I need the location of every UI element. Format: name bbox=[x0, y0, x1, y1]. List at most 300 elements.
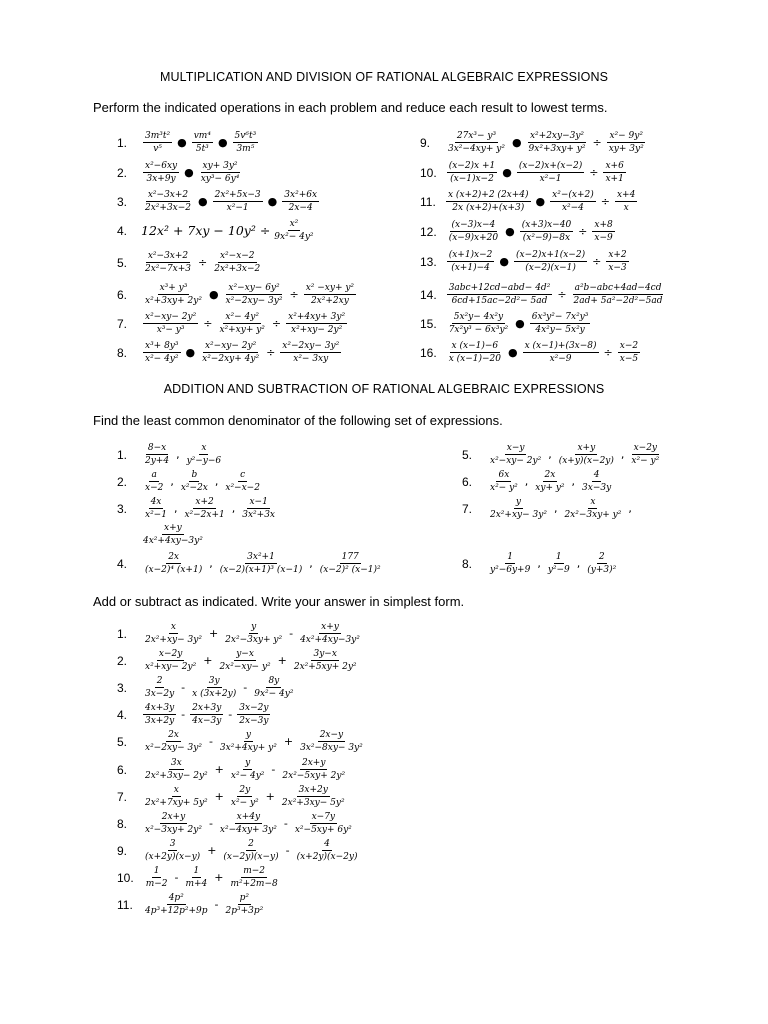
numerator: 3x+2y bbox=[297, 785, 330, 797]
problem-number: 6. bbox=[462, 474, 473, 489]
fraction bbox=[218, 552, 305, 576]
fraction bbox=[143, 341, 181, 365]
numerator: x³+ y³ bbox=[158, 283, 190, 295]
s1-problem-7 bbox=[117, 312, 349, 336]
minus-operator: - bbox=[174, 871, 179, 885]
fraction bbox=[286, 312, 347, 336]
denominator: 2x (x+2)+(x+3) bbox=[452, 203, 525, 214]
s2-problem-4 bbox=[117, 552, 385, 576]
fraction bbox=[143, 703, 176, 727]
numerator: c bbox=[238, 470, 247, 482]
denominator: 9x²+3xy+ y² bbox=[528, 144, 586, 155]
denominator: x²− y² bbox=[230, 798, 259, 809]
s2-problem-3 bbox=[117, 497, 279, 521]
fraction bbox=[533, 470, 566, 494]
minus-operator: - bbox=[243, 681, 248, 695]
s3-problem-8 bbox=[117, 812, 356, 836]
denominator: (y+3)² bbox=[587, 565, 617, 576]
numerator: x bbox=[199, 443, 208, 455]
denominator: (x−2)² (x−1)² bbox=[319, 565, 381, 576]
fraction bbox=[292, 649, 359, 673]
denominator: (x²−9)−8x bbox=[522, 233, 571, 244]
fraction bbox=[572, 283, 665, 307]
numerator: x² bbox=[288, 219, 301, 231]
s3-problem-7 bbox=[117, 785, 349, 809]
numerator: x+4y bbox=[235, 812, 262, 824]
denominator: x²− 3xy bbox=[293, 354, 329, 365]
divide-operator: ÷ bbox=[198, 256, 208, 270]
problem-number: 15. bbox=[420, 316, 437, 331]
fraction bbox=[192, 131, 213, 155]
minus-operator: - bbox=[271, 763, 276, 777]
numerator: 5v⁶t³ bbox=[233, 131, 259, 143]
s1-problem-4 bbox=[117, 219, 318, 243]
denominator: 3x−2y bbox=[145, 689, 175, 700]
numerator: y−x bbox=[234, 649, 256, 661]
fraction bbox=[143, 251, 193, 275]
numerator: 3y bbox=[207, 676, 222, 688]
problem-number: 7. bbox=[117, 316, 128, 331]
problem-number: 10. bbox=[420, 165, 437, 180]
divide-operator: ÷ bbox=[289, 288, 299, 302]
numerator: y bbox=[249, 622, 258, 634]
s3-problem-11 bbox=[117, 893, 267, 917]
fraction bbox=[190, 703, 223, 727]
numerator: x+4 bbox=[615, 190, 637, 202]
denominator: x²−3xy+ 2y² bbox=[145, 825, 202, 836]
numerator: 2 bbox=[246, 839, 256, 851]
numerator: 3abc+12cd−abd− 4d² bbox=[447, 283, 553, 295]
numerator: 3x²+6x bbox=[282, 190, 319, 202]
s1-problem-13 bbox=[420, 250, 631, 274]
fraction bbox=[213, 190, 263, 214]
problem-number: 11. bbox=[117, 897, 133, 912]
numerator: (x−2)x +1 bbox=[447, 161, 498, 173]
fraction bbox=[200, 341, 261, 365]
problem-number: 1. bbox=[117, 626, 128, 641]
fraction bbox=[488, 470, 520, 494]
denominator: 3x²+4xy+ y² bbox=[219, 743, 277, 754]
s1-problem-9 bbox=[420, 131, 648, 155]
s3-problem-5 bbox=[117, 730, 367, 754]
denominator: 2x²−3xy+ y² bbox=[225, 635, 283, 646]
denominator: x²+xy− 2y² bbox=[145, 662, 197, 673]
fraction bbox=[143, 161, 179, 185]
separator: , bbox=[571, 475, 576, 489]
fraction bbox=[143, 893, 210, 917]
s3-problem-1 bbox=[117, 622, 364, 646]
fraction bbox=[447, 250, 495, 274]
s1-problem-16 bbox=[420, 341, 642, 365]
s1-problem-11 bbox=[420, 190, 639, 214]
fraction bbox=[615, 190, 637, 214]
fraction bbox=[527, 131, 588, 155]
denominator: (x−2y)(x−y) bbox=[223, 852, 279, 863]
denominator: x²−2xy− 3y² bbox=[225, 296, 283, 307]
denominator: 2y+4 bbox=[145, 456, 170, 467]
separator: , bbox=[553, 502, 558, 516]
multiply-operator: ● bbox=[217, 136, 228, 150]
denominator: x−3 bbox=[608, 263, 627, 274]
fraction bbox=[144, 866, 170, 890]
denominator: x²+xy− 2y² bbox=[291, 325, 343, 336]
denominator: x²+xy+ y² bbox=[219, 325, 265, 336]
separator: , bbox=[548, 448, 552, 462]
numerator: 3x²+1 bbox=[245, 552, 277, 564]
s2-problem-2 bbox=[117, 470, 264, 494]
fraction bbox=[272, 219, 315, 243]
denominator: 3x+9y bbox=[146, 174, 176, 185]
fraction bbox=[446, 190, 531, 214]
numerator: x bbox=[588, 497, 597, 509]
denominator: 5t³ bbox=[195, 144, 209, 155]
problem-number: 7. bbox=[117, 789, 128, 804]
denominator: 3x²−4xy+ y² bbox=[448, 144, 505, 155]
denominator: m+4 bbox=[185, 879, 208, 890]
fraction bbox=[447, 341, 503, 365]
numerator: x+y bbox=[575, 443, 597, 455]
s2-problem-8 bbox=[462, 552, 620, 576]
fraction bbox=[580, 470, 613, 494]
multiply-operator: ● bbox=[185, 346, 196, 360]
denominator: 3x−3y bbox=[582, 483, 612, 494]
s1-problem-15 bbox=[420, 312, 592, 336]
fraction bbox=[143, 839, 202, 863]
plus-operator: + bbox=[277, 654, 287, 668]
divide-operator: ÷ bbox=[557, 288, 567, 302]
fraction bbox=[447, 220, 500, 244]
problem-number: 16. bbox=[420, 345, 437, 360]
numerator: 2 bbox=[597, 552, 607, 564]
fraction bbox=[223, 893, 265, 917]
denominator: m²+2m−8 bbox=[230, 879, 278, 890]
fraction bbox=[592, 220, 614, 244]
s1-problem-1 bbox=[117, 131, 260, 155]
denominator: x²−1 bbox=[145, 510, 167, 521]
numerator: 2x bbox=[543, 470, 558, 482]
separator: , bbox=[214, 475, 219, 489]
numerator: 3x bbox=[169, 758, 184, 770]
numerator: x+6 bbox=[603, 161, 625, 173]
s2-problem-5 bbox=[462, 443, 663, 467]
problem-number: 5. bbox=[117, 734, 128, 749]
denominator: 2x²+3xy− 5y² bbox=[281, 798, 345, 809]
denominator: 2x−4 bbox=[288, 203, 313, 214]
numerator: 2x+3y bbox=[190, 703, 223, 715]
denominator: 2p³+3p² bbox=[225, 906, 264, 917]
problem-number: 4. bbox=[117, 556, 128, 571]
fraction bbox=[514, 250, 587, 274]
s1-problem-8 bbox=[117, 341, 343, 365]
denominator: 9x²− 4y² bbox=[254, 689, 294, 700]
fraction bbox=[282, 190, 319, 214]
denominator: x²−2xy− 3y² bbox=[145, 743, 202, 754]
denominator: x²− 4y² bbox=[145, 354, 179, 365]
denominator: m−2 bbox=[145, 879, 168, 890]
denominator: (x−2)⁴ (x+1) bbox=[145, 565, 203, 576]
numerator: x²−xy− 2y² bbox=[143, 312, 198, 324]
fraction bbox=[280, 758, 347, 782]
denominator: x bbox=[623, 203, 629, 214]
fraction bbox=[221, 839, 280, 863]
multiply-operator: ● bbox=[511, 136, 522, 150]
denominator: 2x²+3x−2 bbox=[214, 264, 261, 275]
denominator: x²−4 bbox=[561, 203, 584, 214]
fraction bbox=[550, 190, 596, 214]
denominator: y²−y−6 bbox=[186, 456, 222, 467]
fraction bbox=[143, 470, 165, 494]
denominator: x (x−1)−20 bbox=[448, 354, 501, 365]
denominator: v⁵ bbox=[153, 144, 162, 155]
fraction bbox=[295, 839, 360, 863]
fraction bbox=[557, 443, 616, 467]
section3-instruction: Add or subtract as indicated. Write your answer in simplest form. bbox=[93, 594, 465, 609]
numerator: 2x+y bbox=[300, 758, 327, 770]
numerator: 177 bbox=[340, 552, 361, 564]
numerator: (x−2)x+(x−2) bbox=[517, 161, 584, 173]
denominator: (x−2)(x+1)³ (x−1) bbox=[219, 565, 303, 576]
fraction bbox=[223, 470, 262, 494]
numerator: y bbox=[243, 758, 252, 770]
numerator: b bbox=[189, 470, 199, 482]
numerator: 3 bbox=[168, 839, 178, 851]
denominator: x²− 4y² bbox=[230, 771, 265, 782]
denominator: x−2 bbox=[145, 483, 164, 494]
s3-problem-3 bbox=[117, 676, 297, 700]
denominator: (x−2)(x−1) bbox=[525, 263, 576, 274]
numerator: 8y bbox=[266, 676, 281, 688]
numerator: 1 bbox=[554, 552, 564, 564]
problem-number: 3. bbox=[117, 501, 128, 516]
fraction bbox=[523, 341, 599, 365]
plus-operator: + bbox=[208, 627, 219, 641]
numerator: 2 bbox=[155, 676, 165, 688]
denominator: x²−1 bbox=[539, 174, 562, 185]
problem-number: 9. bbox=[117, 843, 128, 858]
numerator: x²−(x+2) bbox=[550, 190, 596, 202]
numerator: 4 bbox=[592, 470, 602, 482]
fraction bbox=[280, 785, 347, 809]
numerator: x²− 4y² bbox=[223, 312, 261, 324]
section2-title: ADDITION AND SUBTRACTION OF RATIONAL ALGEBRAIC EXPRESSIONS bbox=[163, 382, 605, 396]
s1-problem-14 bbox=[420, 283, 667, 307]
numerator: 3x−2y bbox=[237, 703, 270, 715]
fraction bbox=[143, 190, 193, 214]
fraction bbox=[304, 283, 356, 307]
multiply-operator: ● bbox=[507, 346, 518, 360]
denominator: x²−xy− 2y² bbox=[490, 456, 542, 467]
denominator: xy³− 6y⁴ bbox=[200, 174, 240, 185]
fraction bbox=[298, 622, 362, 646]
fraction bbox=[603, 161, 625, 185]
minus-operator: - bbox=[208, 735, 213, 749]
separator: , bbox=[576, 557, 581, 571]
numerator: x (x−1)−6 bbox=[450, 341, 501, 353]
numerator: x−7y bbox=[310, 812, 337, 824]
s2-problem-6 bbox=[462, 470, 615, 494]
denominator: 2x−3y bbox=[239, 716, 269, 727]
multiply-operator: ● bbox=[184, 166, 194, 180]
fraction bbox=[143, 676, 176, 700]
fraction bbox=[562, 497, 623, 521]
numerator: 3m³t² bbox=[143, 131, 172, 143]
denominator: 2x²+7xy+ 5y² bbox=[145, 798, 208, 809]
denominator: x−5 bbox=[619, 354, 639, 365]
numerator: 2x bbox=[166, 552, 181, 564]
denominator: x²− y² bbox=[631, 456, 660, 467]
divide-operator: ÷ bbox=[203, 317, 213, 331]
denominator: (x−1)x−2 bbox=[450, 174, 494, 185]
plus-operator: + bbox=[207, 844, 217, 858]
numerator: 2x+y bbox=[160, 812, 187, 824]
fraction bbox=[143, 785, 210, 809]
fraction bbox=[298, 730, 365, 754]
denominator: (x+2y)(x−2y) bbox=[296, 852, 358, 863]
denominator: 2x²+3x−2 bbox=[145, 203, 192, 214]
numerator: a²b−abc+4ad−4cd bbox=[573, 283, 664, 295]
fraction bbox=[179, 470, 210, 494]
fraction bbox=[447, 161, 498, 185]
fraction bbox=[488, 443, 543, 467]
separator: , bbox=[176, 448, 180, 462]
denominator: 2x²−3xy+ y² bbox=[564, 510, 622, 521]
denominator: xy+ y² bbox=[535, 483, 565, 494]
fraction bbox=[143, 758, 210, 782]
denominator: 4p³+12p²+9p bbox=[145, 906, 208, 917]
fraction bbox=[143, 312, 198, 336]
denominator: x²− y² bbox=[490, 483, 518, 494]
multiply-operator: ● bbox=[505, 225, 515, 239]
denominator: 2ad+ 5a²−2d²−5ad bbox=[573, 296, 663, 307]
divide-operator: ÷ bbox=[589, 166, 599, 180]
fraction bbox=[224, 283, 285, 307]
numerator: x+2 bbox=[193, 497, 215, 509]
fraction bbox=[252, 676, 295, 700]
problem-number: 3. bbox=[117, 194, 128, 209]
divide-operator: ÷ bbox=[271, 317, 282, 331]
fraction bbox=[190, 676, 238, 700]
s3-problem-6 bbox=[117, 758, 349, 782]
denominator: x²−2x+1 bbox=[184, 510, 225, 521]
s1-problem-10 bbox=[420, 161, 628, 185]
numerator: m−2 bbox=[241, 866, 267, 878]
numerator: (x−3)x−4 bbox=[450, 220, 498, 232]
problem-number: 1. bbox=[117, 135, 128, 150]
plus-operator: + bbox=[214, 763, 224, 777]
denominator: 3x²+3x bbox=[242, 510, 276, 521]
problem-number: 5. bbox=[117, 255, 128, 270]
problem-number: 6. bbox=[117, 762, 128, 777]
fraction bbox=[217, 312, 266, 336]
fraction bbox=[585, 552, 618, 576]
numerator: x²−3x+2 bbox=[146, 251, 190, 263]
problem-number: 8. bbox=[117, 816, 128, 831]
denominator: y²−6y+9 bbox=[490, 565, 531, 576]
numerator: 1 bbox=[152, 866, 162, 878]
fraction bbox=[606, 250, 628, 274]
numerator: a bbox=[149, 470, 158, 482]
numerator: x+y bbox=[162, 523, 184, 535]
problem-number: 2. bbox=[117, 165, 128, 180]
numerator: x+y bbox=[319, 622, 341, 634]
problem-number: 6. bbox=[117, 287, 128, 302]
s2-problem-1 bbox=[117, 443, 225, 467]
denominator: x−9 bbox=[594, 233, 613, 244]
denominator: 2x²+xy− 3y² bbox=[490, 510, 547, 521]
denominator: 2x²+3xy− 2y² bbox=[145, 771, 208, 782]
s3-problem-2 bbox=[117, 649, 361, 673]
s2-problem-7 bbox=[462, 497, 635, 521]
numerator: x²−xy− 2y² bbox=[203, 341, 258, 353]
s1-problem-3 bbox=[117, 190, 321, 214]
denominator: 2x²−xy− y² bbox=[219, 662, 271, 673]
s3-problem-9 bbox=[117, 839, 361, 863]
numerator: 3y−x bbox=[311, 649, 338, 661]
problem-number: 8. bbox=[117, 345, 128, 360]
fraction bbox=[229, 758, 267, 782]
minus-operator: - bbox=[228, 708, 233, 722]
denominator: x²−1 bbox=[226, 203, 249, 214]
numerator: 4x+3y bbox=[143, 703, 176, 715]
numerator: x²− 9y² bbox=[607, 131, 645, 143]
plus-operator: + bbox=[283, 735, 294, 749]
fraction bbox=[447, 312, 510, 336]
numerator: 4x bbox=[149, 497, 164, 509]
denominator: 3x+2y bbox=[145, 716, 175, 727]
numerator: 8−x bbox=[146, 443, 168, 455]
numerator: x−2y bbox=[157, 649, 184, 661]
divide-operator: ÷ bbox=[592, 136, 602, 150]
s1-problem-5 bbox=[117, 251, 264, 275]
fraction bbox=[233, 131, 259, 155]
fraction bbox=[517, 161, 584, 185]
numerator: x bbox=[169, 622, 178, 634]
multiply-operator: ● bbox=[499, 255, 510, 269]
fraction bbox=[141, 523, 205, 547]
problem-number: 10. bbox=[117, 870, 134, 885]
numerator: x−1 bbox=[247, 497, 269, 509]
separator: , bbox=[628, 502, 632, 516]
problem-number: 2. bbox=[117, 474, 128, 489]
numerator: 2x bbox=[166, 730, 181, 742]
problem-number: 8. bbox=[462, 556, 473, 571]
separator: , bbox=[309, 557, 313, 571]
fraction bbox=[217, 649, 272, 673]
problem-number: 1. bbox=[117, 447, 128, 462]
s3-problem-10 bbox=[117, 866, 282, 890]
separator: , bbox=[524, 475, 529, 489]
numerator: x²+2xy−3y² bbox=[528, 131, 586, 143]
denominator: 6cd+15ac−2d²− 5ad bbox=[451, 296, 548, 307]
fraction bbox=[229, 866, 280, 890]
fraction bbox=[218, 730, 279, 754]
numerator: x²−2xy− 3y² bbox=[280, 341, 341, 353]
separator: , bbox=[231, 502, 236, 516]
denominator: (x+1)−4 bbox=[451, 263, 490, 274]
numerator: 1 bbox=[192, 866, 202, 878]
numerator: x (x+2)+2 (2x+4) bbox=[446, 190, 531, 202]
numerator: x²−6xy bbox=[143, 161, 179, 173]
problem-number: 11. bbox=[420, 194, 436, 209]
fraction bbox=[618, 341, 640, 365]
separator: , bbox=[537, 557, 541, 571]
denominator: 2x²−5xy+ 2y² bbox=[282, 771, 346, 782]
fraction bbox=[223, 622, 284, 646]
numerator: 1 bbox=[505, 552, 515, 564]
denominator: x²−4xy+ 3y² bbox=[219, 825, 277, 836]
section1-title: MULTIPLICATION AND DIVISION OF RATIONAL ALGEBRAIC EXPRESSIONS bbox=[159, 70, 609, 84]
minus-operator: - bbox=[214, 898, 219, 912]
